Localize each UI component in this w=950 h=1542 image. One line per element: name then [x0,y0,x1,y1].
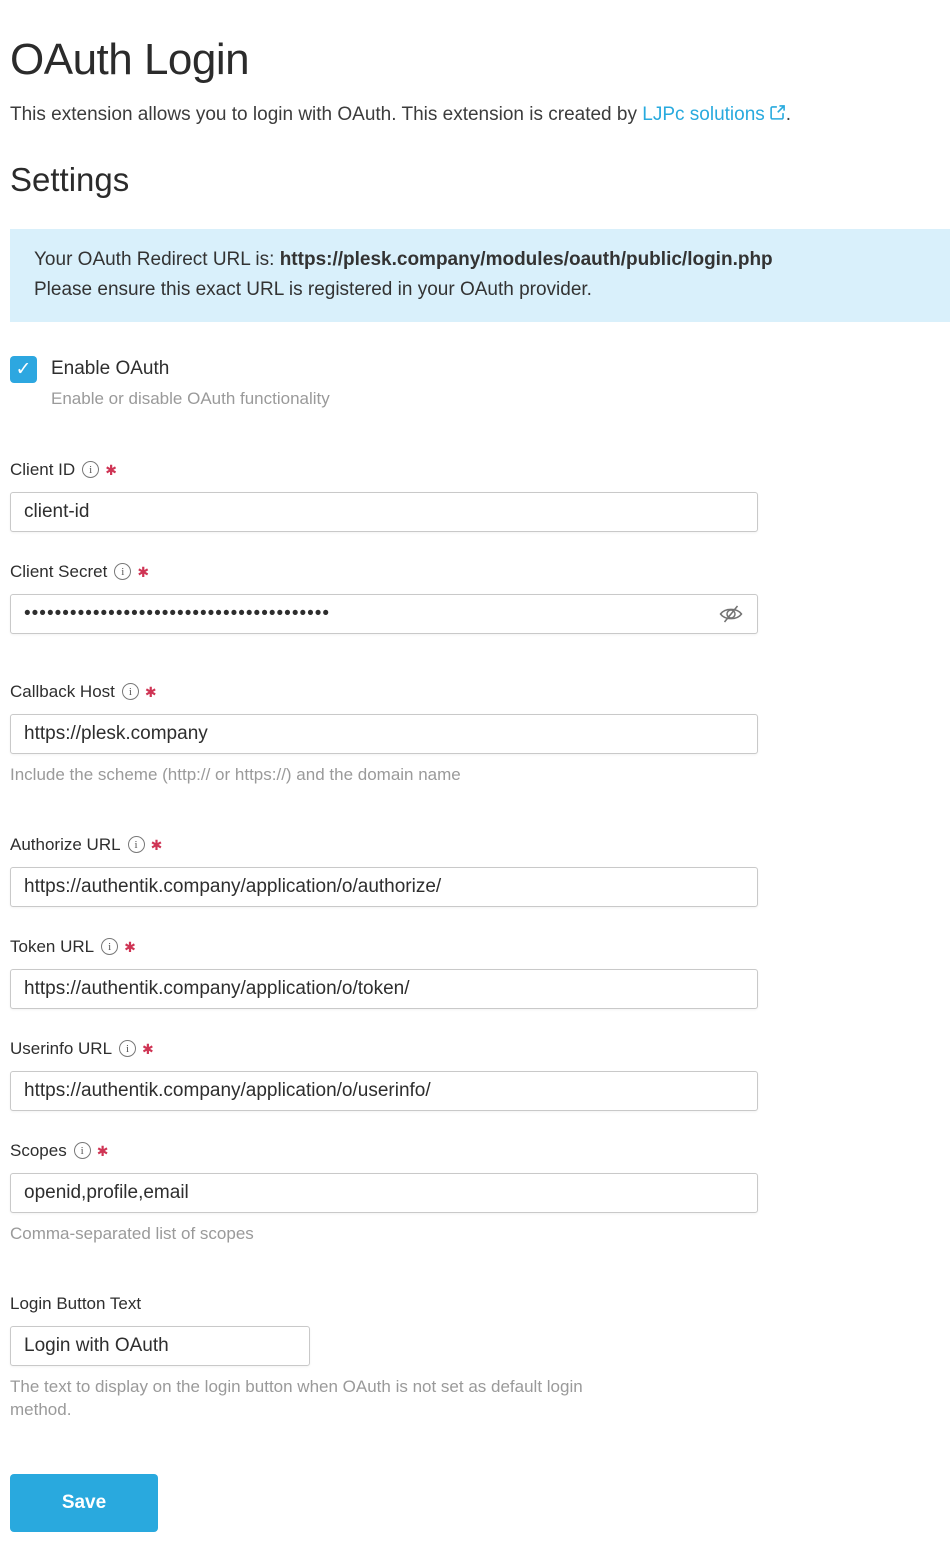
token-url-input[interactable] [10,969,758,1009]
callback-host-input[interactable] [10,714,758,754]
required-asterisk: ✱ [142,1040,154,1057]
scopes-hint: Comma-separated list of scopes [10,1223,254,1243]
token-url-label: Token URL [10,936,95,956]
checkmark-icon: ✓ [15,358,32,380]
login-button-text-label: Login Button Text [10,1293,142,1313]
info-icon[interactable]: i [82,461,99,478]
required-asterisk: ✱ [124,938,136,955]
notice-line1 [34,245,926,275]
client-id-input[interactable] [10,492,758,532]
client-id-label-row [10,460,950,480]
authorize-url-label: Authorize URL [10,834,121,854]
field-callback-host [10,682,950,787]
ljpc-solutions-link[interactable]: LJPc solutions [642,104,765,125]
info-icon[interactable]: i [122,683,139,700]
enable-oauth-checkbox[interactable] [10,356,37,383]
login-button-text-hint: The text to display on the login button when OAuth is not set as default login method. [10,1376,583,1419]
field-client-secret [10,562,950,634]
scopes-input[interactable] [10,1173,758,1213]
userinfo-url-input[interactable] [10,1071,758,1111]
token-url-label-row [10,937,950,957]
redirect-url-notice [10,229,950,322]
toggle-secret-visibility-button[interactable] [718,603,744,625]
required-asterisk: ✱ [96,1142,109,1159]
scopes-label-row [10,1141,950,1161]
eye-slash-icon [718,613,744,628]
page-description [10,102,950,129]
login-button-text-input[interactable] [10,1326,310,1366]
field-client-id [10,460,950,532]
userinfo-url-label: Userinfo URL [10,1038,113,1058]
required-asterisk: ✱ [144,683,157,700]
required-asterisk: ✱ [137,563,150,580]
login-button-text-label-row [10,1294,950,1314]
info-icon[interactable]: i [74,1142,91,1159]
save-button[interactable]: Save [10,1474,158,1532]
settings-heading: Settings [10,160,130,198]
enable-oauth-label[interactable]: Enable OAuth [51,357,170,379]
description-period: . [785,104,792,125]
field-authorize-url [10,835,950,907]
field-scopes [10,1141,950,1246]
field-userinfo-url [10,1039,950,1111]
field-login-button-text [10,1294,950,1422]
client-secret-label: Client Secret [10,561,108,581]
enable-oauth-texts [51,355,330,411]
required-asterisk: ✱ [150,836,163,853]
page-title: OAuth Login [10,35,250,84]
callback-host-label: Callback Host [10,681,115,701]
client-secret-input[interactable] [10,594,758,634]
enable-oauth-hint: Enable or disable OAuth functionality [51,388,330,408]
field-token-url [10,937,950,1009]
authorize-url-input[interactable] [10,867,758,907]
callback-host-hint: Include the scheme (http:// or https://) and the domain name [10,764,461,784]
info-icon[interactable]: i [114,563,131,580]
scopes-label: Scopes [10,1140,67,1160]
client-secret-wrap [10,594,758,634]
notice-line2: Please ensure this exact URL is registered in your OAuth provider. [34,278,592,300]
external-link-icon[interactable] [769,103,786,129]
callback-host-label-row [10,682,950,702]
info-icon[interactable]: i [119,1040,136,1057]
notice-line1-text: Your OAuth Redirect URL is: [34,248,280,270]
redirect-url-value: https://plesk.company/modules/oauth/public/login.php [279,248,773,270]
info-icon[interactable]: i [101,938,118,955]
client-id-label: Client ID [10,459,76,479]
client-secret-label-row [10,562,950,582]
required-asterisk: ✱ [105,461,117,478]
enable-oauth-row [10,355,950,411]
description-text: This extension allows you to login with OAuth. This extension is created by [10,104,643,125]
info-icon[interactable]: i [128,836,145,853]
authorize-url-label-row [10,835,950,855]
userinfo-url-label-row [10,1039,950,1059]
